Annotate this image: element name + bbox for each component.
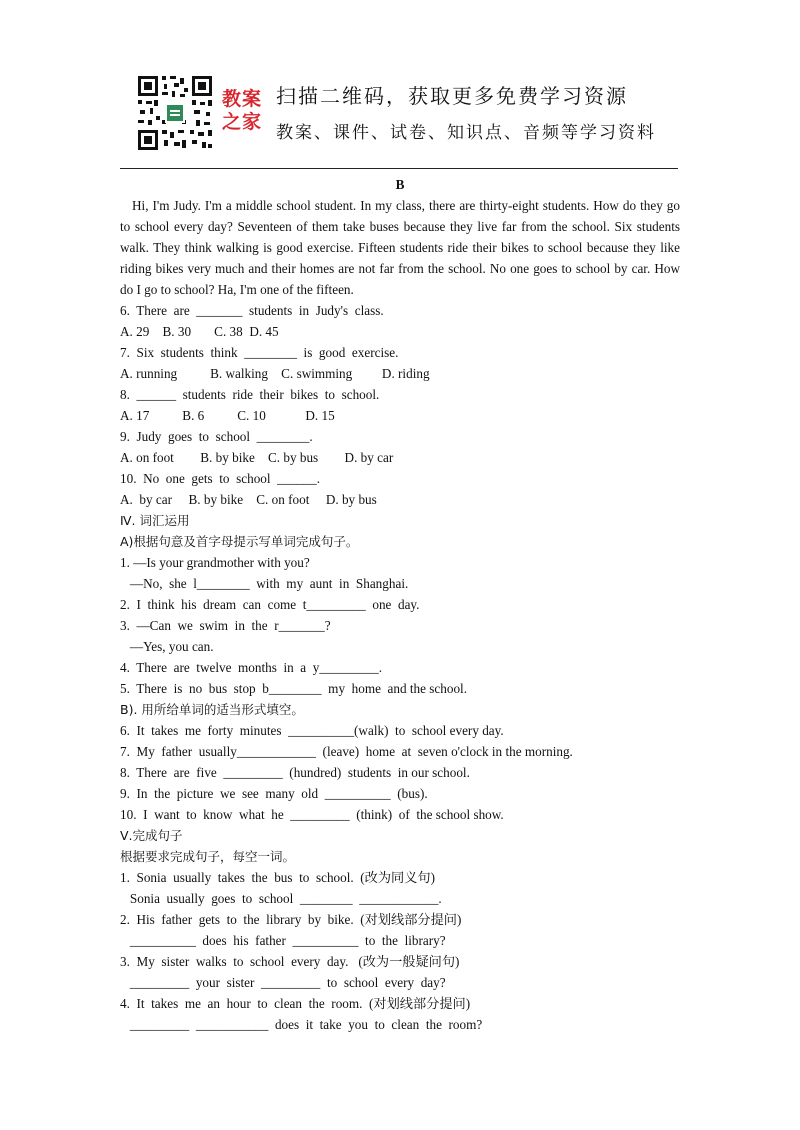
document-line: _________ ___________ does it take you to clean the room? [120,1017,483,1032]
document-line: 3. —Can we swim in the r_______? [120,618,331,633]
brand-logo [222,88,270,142]
document-line: 4. It takes me an hour to clean the room. (对划线部分提问) [120,996,471,1011]
document-line: 5. There is no bus stop b________ my home and the school. [120,681,467,696]
document-line: 1. —Is your grandmother with you? [120,555,310,570]
document-line: 10. I want to know what he _________ (think) of the school show. [120,807,504,822]
page-header [136,74,676,154]
reading-passage: Hi, I'm Judy. I'm a middle school student. In my class, there are thirty-eight students. How do they go to school every day? Seventeen of them take buses because they live far from the school. Six students walk. They think walking is good exercise. Fifteen students ride their bikes to school because they like riding bikes very much and their homes are not far from the school. No one goes to school by car. How do I go to school? Ha, I'm one of the fifteen. [120,198,680,297]
document-line: A. 29 B. 30 C. 38 D. 45 [120,324,279,339]
brand-line-1: 教案 [222,88,263,110]
document-line: A)根据句意及首字母提示写单词完成句子。 [120,534,359,549]
document-line: 8. There are five _________ (hundred) students in our school. [120,765,470,780]
document-line: 7. My father usually____________ (leave) home at seven o'clock in the morning. [120,744,573,759]
brand-line-2: 之家 [222,111,263,133]
document-body [120,174,680,1035]
document-line: A. by car B. by bike C. on foot D. by bus [120,492,377,507]
document-line: 3. My sister walks to school every day. (改为一般疑问句) [120,954,460,969]
document-line: 6. There are _______ students in Judy's class. [120,303,384,318]
document-line: A. on foot B. by bike C. by bus D. by car [120,450,394,465]
document-line: __________ does his father __________ to the library? [120,933,446,948]
document-line: 2. I think his dream can come t_________ one day. [120,597,420,612]
section-title: B [395,177,405,192]
header-slogan-2: 教案、课件、试卷、知识点、音频等学习资料 [276,123,656,143]
document-line: 8. ______ students ride their bikes to school. [120,387,380,402]
document-line: Ⅳ. 词汇运用 [120,513,190,528]
header-divider [120,168,678,169]
document-line: A. 17 B. 6 C. 10 D. 15 [120,408,335,423]
document-line: 2. His father gets to the library by bike. (对划线部分提问) [120,912,462,927]
qr-code-icon [136,74,214,152]
document-line: Sonia usually goes to school ________ ____________. [120,891,442,906]
document-line: —No, she l________ with my aunt in Shanghai. [120,576,409,591]
document-line: 9. In the picture we see many old __________ (bus). [120,786,428,801]
document-line: B). 用所给单词的适当形式填空。 [120,702,304,717]
document-line: A. running B. walking C. swimming D. riding [120,366,430,381]
question-list [120,300,680,1035]
document-line: Ⅴ.完成句子 [120,828,183,843]
document-line: 1. Sonia usually takes the bus to school. (改为同义句) [120,870,436,885]
document-line: _________ your sister _________ to school every day? [120,975,446,990]
document-line: 9. Judy goes to school ________. [120,429,313,444]
document-line: 根据要求完成句子，每空一词。 [120,849,296,864]
document-line: 4. There are twelve months in a y_________. [120,660,382,675]
document-line: 7. Six students think ________ is good exercise. [120,345,399,360]
header-slogan-1: 扫描二维码，获取更多免费学习资源 [276,84,628,108]
document-line: 6. It takes me forty minutes __________(walk) to school every day. [120,723,504,738]
document-line: 10. No one gets to school ______. [120,471,320,486]
document-line: —Yes, you can. [120,639,214,654]
